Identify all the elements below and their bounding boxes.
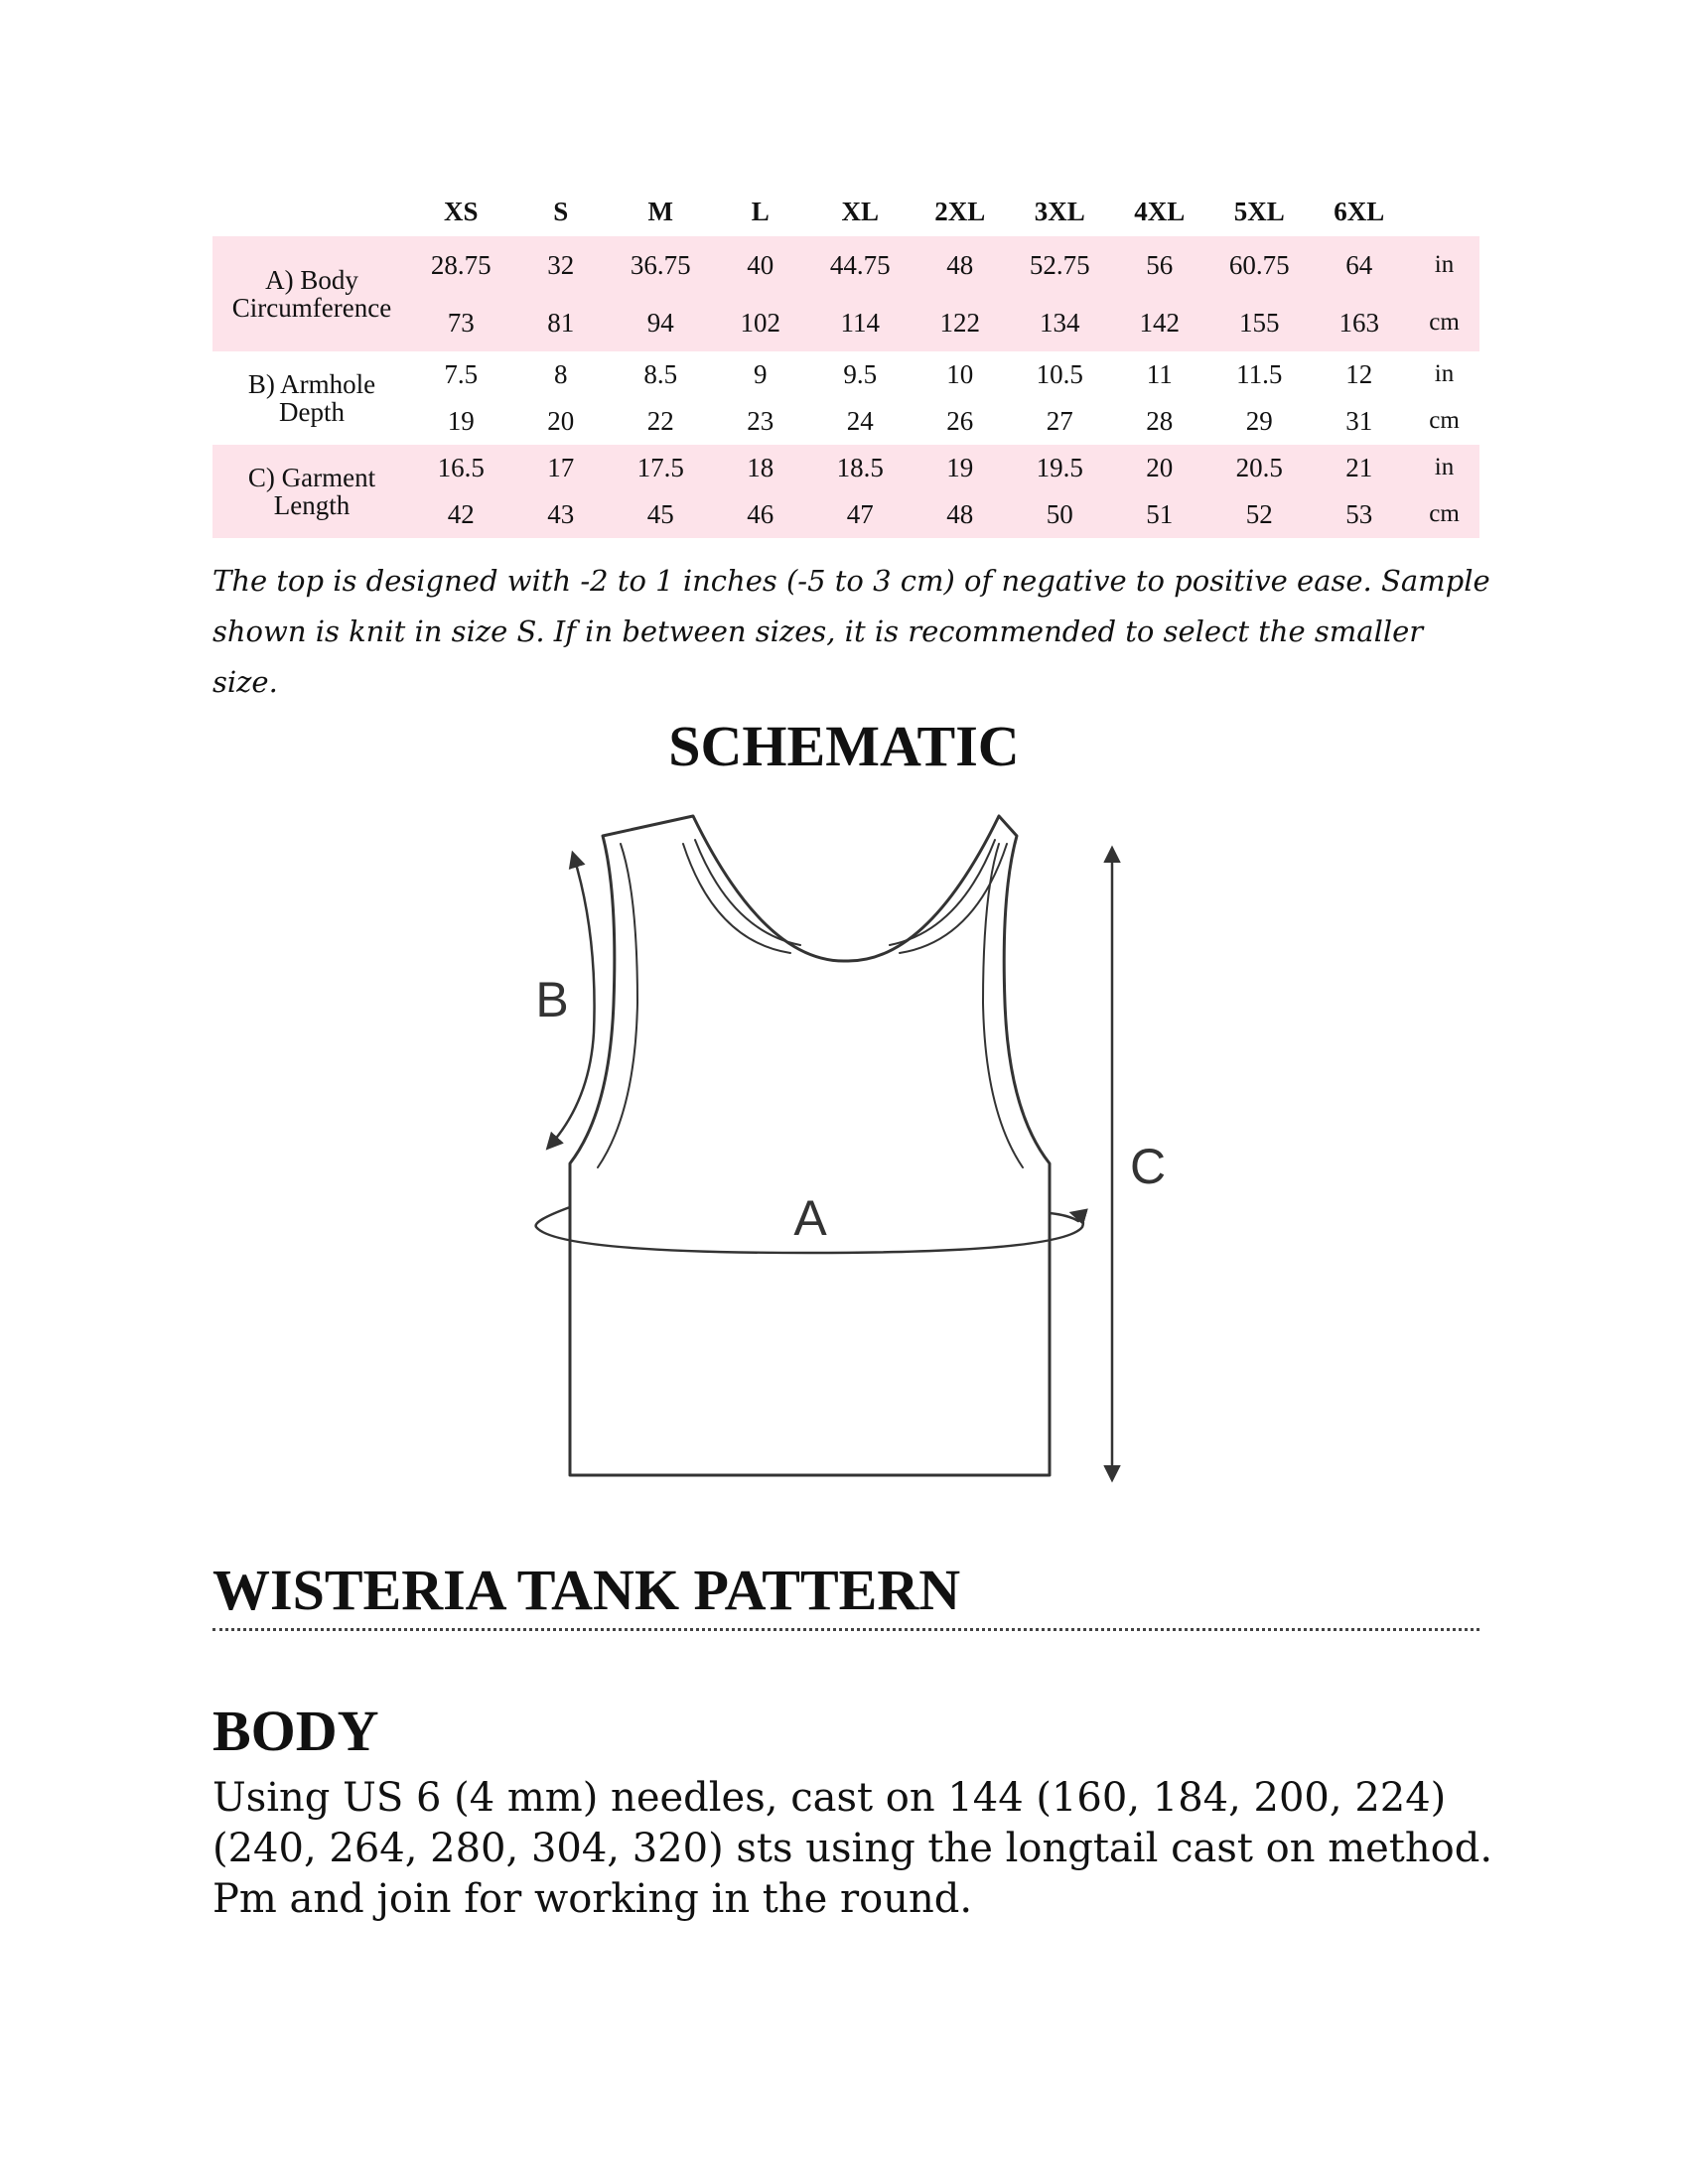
table-cell: 21 <box>1310 445 1410 491</box>
table-cell: 11 <box>1146 359 1173 390</box>
table-cell: 36.75 <box>611 236 711 294</box>
armhole-trim-left <box>598 844 637 1167</box>
ease-note: The top is designed with -2 to 1 inches (-5 to 3 cm) of negative to positive ease. Sample shown is knit in size S. If in between sizes, it is recommended to select the smaller size. <box>212 564 1490 699</box>
row-label-line: Circumference <box>231 293 392 323</box>
table-cell: 28.75 <box>411 236 511 294</box>
table-cell: 27 <box>1046 406 1073 437</box>
table-cell: 20.5 <box>1209 445 1310 491</box>
size-header: XS <box>443 196 479 226</box>
table-cell: 26 <box>946 406 974 437</box>
unit-label-cm: cm <box>1409 294 1479 351</box>
table-cell: 134 <box>1010 294 1110 351</box>
neckline-trim-outer <box>695 840 800 945</box>
table-cell: 45 <box>611 491 711 538</box>
unit-label-in: in <box>1409 445 1479 491</box>
size-header: M <box>647 196 673 226</box>
table-cell: 31 <box>1345 406 1373 437</box>
size-header: 4XL <box>1134 196 1186 226</box>
table-cell: 19 <box>447 406 475 437</box>
size-header: 6XL <box>1334 196 1385 226</box>
schematic-label-c: C <box>1129 1139 1167 1194</box>
table-cell: 8.5 <box>643 359 678 390</box>
body-instructions: Using US 6 (4 mm) needles, cast on 144 (160, 184, 200, 224) (240, 264, 280, 304, 320) sts using the longtail cast on method. Pm and join for working in the round. <box>212 1775 1493 1922</box>
table-cell: 10.5 <box>1036 359 1083 390</box>
unit-label-in: in <box>1434 360 1455 388</box>
table-cell: 114 <box>810 294 911 351</box>
table-cell: 102 <box>711 294 811 351</box>
schematic-label-a: A <box>793 1190 827 1246</box>
size-header: 5XL <box>1233 196 1285 226</box>
table-cell: 9 <box>754 359 768 390</box>
table-cell: 28 <box>1146 406 1174 437</box>
table-cell: 19 <box>911 445 1011 491</box>
size-header: S <box>553 196 569 226</box>
table-cell: 19.5 <box>1010 445 1110 491</box>
table-cell: 48 <box>911 236 1011 294</box>
size-header: 2XL <box>934 196 986 226</box>
unit-label-in: in <box>1409 236 1479 294</box>
row-label-line: B) Armhole <box>247 368 376 399</box>
schematic-title: SCHEMATIC <box>668 714 1020 778</box>
table-cell: 8 <box>554 359 568 390</box>
table-cell: 163 <box>1310 294 1410 351</box>
table-cell: 47 <box>810 491 911 538</box>
dotted-divider <box>212 1628 1479 1631</box>
section-title-body: BODY <box>212 1699 379 1763</box>
table-cell: 52 <box>1209 491 1310 538</box>
table-cell: 10 <box>946 359 974 390</box>
table-cell: 94 <box>611 294 711 351</box>
unit-label-cm: cm <box>1429 407 1460 435</box>
table-cell: 48 <box>911 491 1011 538</box>
table-cell: 51 <box>1110 491 1210 538</box>
table-cell: 56 <box>1110 236 1210 294</box>
size-header: 3XL <box>1034 196 1085 226</box>
row-label-line: Depth <box>279 397 345 427</box>
table-cell: 155 <box>1209 294 1310 351</box>
row-label-line: Length <box>273 490 351 520</box>
table-cell: 29 <box>1245 406 1273 437</box>
table-cell: 122 <box>911 294 1011 351</box>
table-cell: 52.75 <box>1010 236 1110 294</box>
size-header: L <box>751 196 770 226</box>
row-label-line: C) Garment <box>247 462 376 492</box>
table-cell: 18.5 <box>810 445 911 491</box>
table-cell: 43 <box>511 491 612 538</box>
table-cell: 20 <box>547 406 575 437</box>
table-cell: 9.5 <box>843 359 878 390</box>
table-cell: 12 <box>1345 359 1373 390</box>
table-cell: 18 <box>711 445 811 491</box>
table-cell: 11.5 <box>1236 359 1283 390</box>
table-cell: 64 <box>1310 236 1410 294</box>
table-cell: 46 <box>711 491 811 538</box>
table-cell: 142 <box>1110 294 1210 351</box>
table-cell: 23 <box>747 406 774 437</box>
table-cell: 81 <box>511 294 612 351</box>
table-cell: 17 <box>511 445 612 491</box>
table-cell: 40 <box>711 236 811 294</box>
table-cell: 73 <box>411 294 511 351</box>
size-header: XL <box>841 196 879 226</box>
tank-outline <box>570 816 1050 1475</box>
armhole-trim-right <box>983 844 1023 1167</box>
pattern-title: WISTERIA TANK PATTERN <box>212 1558 961 1622</box>
table-cell: 20 <box>1110 445 1210 491</box>
table-cell: 24 <box>846 406 874 437</box>
table-cell: 32 <box>511 236 612 294</box>
table-cell: 42 <box>411 491 511 538</box>
schematic-label-b: B <box>535 972 569 1027</box>
table-cell: 44.75 <box>810 236 911 294</box>
table-cell: 22 <box>646 406 674 437</box>
table-cell: 50 <box>1010 491 1110 538</box>
table-cell: 53 <box>1310 491 1410 538</box>
unit-label-cm: cm <box>1409 491 1479 538</box>
table-cell: 60.75 <box>1209 236 1310 294</box>
table-cell: 7.5 <box>444 359 479 390</box>
table-cell: 17.5 <box>611 445 711 491</box>
row-label-line: A) Body <box>265 264 358 295</box>
table-cell: 16.5 <box>411 445 511 491</box>
